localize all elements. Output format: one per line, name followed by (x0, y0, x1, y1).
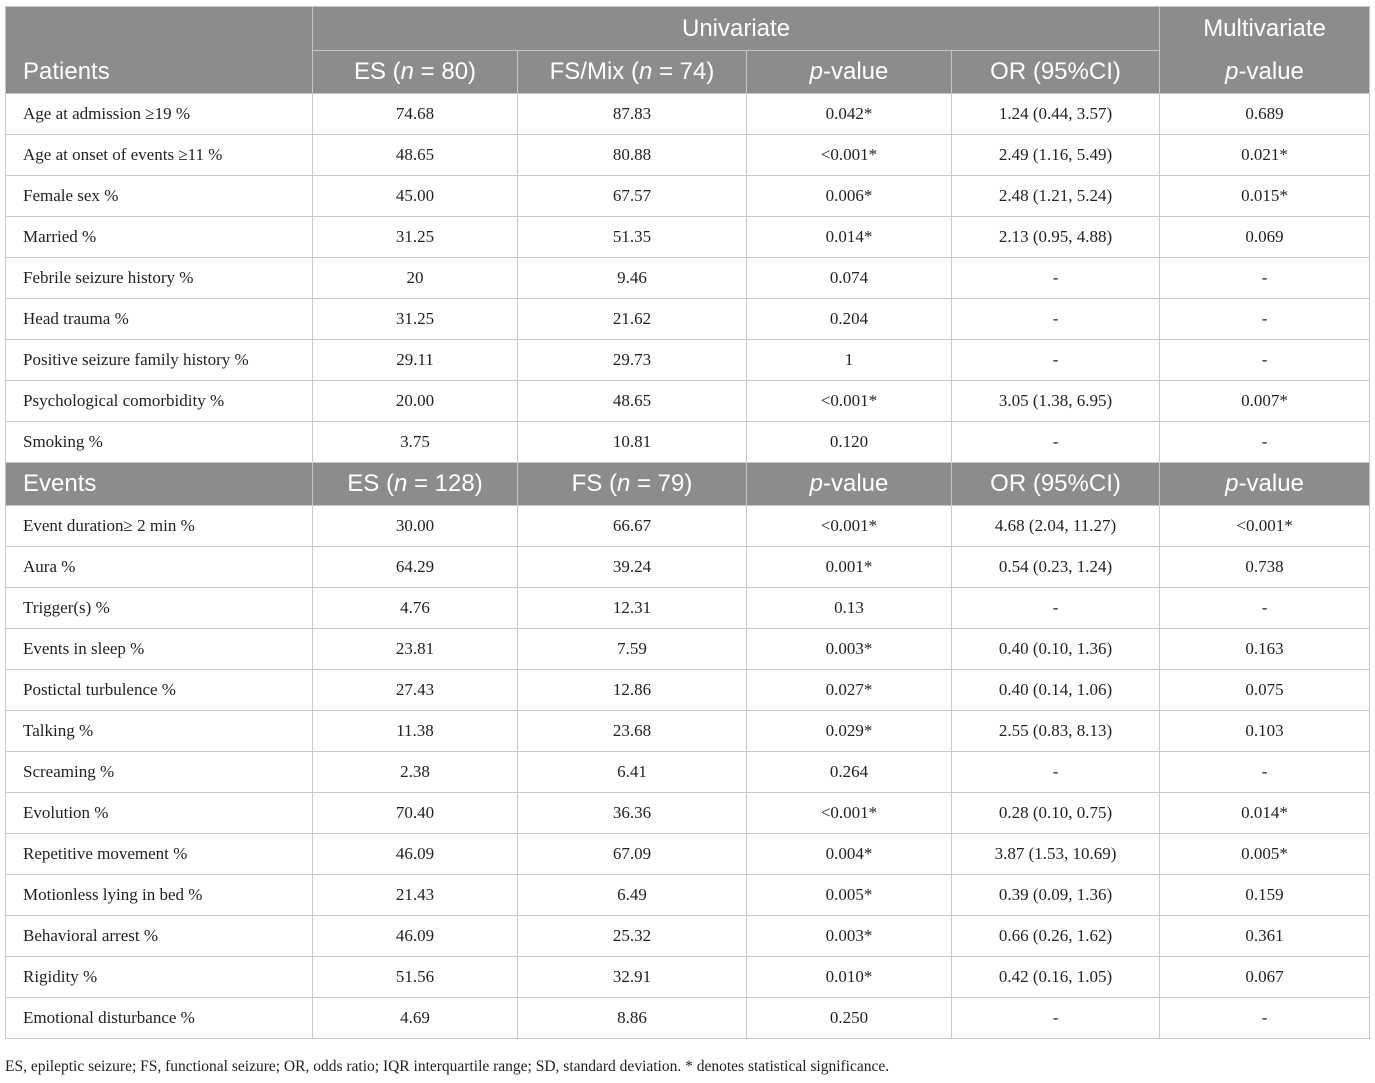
value-cell: 51.35 (518, 217, 747, 258)
header-row-patients (6, 51, 1370, 94)
value-cell: 0.40 (0.14, 1.06) (952, 670, 1160, 711)
value-cell: 10.81 (518, 422, 747, 463)
patients-col-header: ES (n = 80) (313, 51, 518, 94)
row-label-cell: Events in sleep % (6, 629, 313, 670)
value-cell: 6.49 (518, 875, 747, 916)
value-cell: 2.55 (0.83, 8.13) (952, 711, 1160, 752)
value-cell: 12.31 (518, 588, 747, 629)
events-col-header: OR (95%CI) (952, 463, 1160, 506)
value-cell: 0.004* (747, 834, 952, 875)
value-cell: 9.46 (518, 258, 747, 299)
value-cell: 0.28 (0.10, 0.75) (952, 793, 1160, 834)
value-cell: 0.42 (0.16, 1.05) (952, 957, 1160, 998)
value-cell: 8.86 (518, 998, 747, 1039)
table-row (6, 670, 1370, 711)
value-cell: 21.43 (313, 875, 518, 916)
value-cell: 27.43 (313, 670, 518, 711)
events-col-header: p-value (1160, 463, 1370, 506)
table-row (6, 547, 1370, 588)
value-cell: - (1160, 588, 1370, 629)
table-row (6, 176, 1370, 217)
value-cell: <0.001* (747, 793, 952, 834)
value-cell: 0.005* (747, 875, 952, 916)
value-cell: 12.86 (518, 670, 747, 711)
table-row (6, 422, 1370, 463)
table-row (6, 629, 1370, 670)
value-cell: 29.11 (313, 340, 518, 381)
header-row-events (6, 463, 1370, 506)
value-cell: 1.24 (0.44, 3.57) (952, 94, 1160, 135)
row-label-cell: Rigidity % (6, 957, 313, 998)
patients-col-header: p-value (1160, 51, 1370, 94)
value-cell: 0.027* (747, 670, 952, 711)
value-cell: 0.042* (747, 94, 952, 135)
table-row (6, 135, 1370, 176)
value-cell: - (1160, 752, 1370, 793)
value-cell: 0.003* (747, 916, 952, 957)
row-label-cell: Age at onset of events ≥11 % (6, 135, 313, 176)
row-label-cell: Aura % (6, 547, 313, 588)
value-cell: 31.25 (313, 217, 518, 258)
value-cell: <0.001* (747, 506, 952, 547)
value-cell: 0.075 (1160, 670, 1370, 711)
value-cell: 0.069 (1160, 217, 1370, 258)
value-cell: 3.05 (1.38, 6.95) (952, 381, 1160, 422)
value-cell: 4.76 (313, 588, 518, 629)
value-cell: 70.40 (313, 793, 518, 834)
events-col-header: p-value (747, 463, 952, 506)
value-cell: - (1160, 340, 1370, 381)
row-label-cell: Positive seizure family history % (6, 340, 313, 381)
value-cell: 48.65 (313, 135, 518, 176)
value-cell: 0.361 (1160, 916, 1370, 957)
table-row (6, 793, 1370, 834)
patients-body (6, 94, 1370, 463)
patients-col-header: FS/Mix (n = 74) (518, 51, 747, 94)
row-label-cell: Evolution % (6, 793, 313, 834)
value-cell: 20 (313, 258, 518, 299)
table-row (6, 381, 1370, 422)
table-row (6, 588, 1370, 629)
table-row (6, 834, 1370, 875)
value-cell: 31.25 (313, 299, 518, 340)
value-cell: 0.689 (1160, 94, 1370, 135)
value-cell: <0.001* (747, 135, 952, 176)
value-cell: 64.29 (313, 547, 518, 588)
value-cell: 87.83 (518, 94, 747, 135)
header-row-groups (6, 7, 1370, 51)
value-cell: 80.88 (518, 135, 747, 176)
value-cell: 4.68 (2.04, 11.27) (952, 506, 1160, 547)
value-cell: 0.204 (747, 299, 952, 340)
value-cell: 46.09 (313, 834, 518, 875)
value-cell: - (952, 588, 1160, 629)
value-cell: 0.067 (1160, 957, 1370, 998)
header-corner-cell (6, 7, 313, 51)
row-label-cell: Head trauma % (6, 299, 313, 340)
value-cell: 7.59 (518, 629, 747, 670)
value-cell: 66.67 (518, 506, 747, 547)
value-cell: - (952, 752, 1160, 793)
value-cell: 0.003* (747, 629, 952, 670)
value-cell: - (952, 422, 1160, 463)
patients-col-header: p-value (747, 51, 952, 94)
value-cell: - (952, 299, 1160, 340)
row-label-cell: Smoking % (6, 422, 313, 463)
value-cell: - (1160, 998, 1370, 1039)
table-header (6, 7, 1370, 94)
value-cell: 2.38 (313, 752, 518, 793)
table-row (6, 875, 1370, 916)
value-cell: 0.120 (747, 422, 952, 463)
patients-section-header: Patients (6, 51, 313, 94)
value-cell: 74.68 (313, 94, 518, 135)
value-cell: 51.56 (313, 957, 518, 998)
value-cell: 0.66 (0.26, 1.62) (952, 916, 1160, 957)
value-cell: 20.00 (313, 381, 518, 422)
row-label-cell: Trigger(s) % (6, 588, 313, 629)
row-label-cell: Motionless lying in bed % (6, 875, 313, 916)
value-cell: 0.159 (1160, 875, 1370, 916)
table-row (6, 217, 1370, 258)
row-label-cell: Psychological comorbidity % (6, 381, 313, 422)
value-cell: 25.32 (518, 916, 747, 957)
row-label-cell: Female sex % (6, 176, 313, 217)
value-cell: 0.163 (1160, 629, 1370, 670)
value-cell: - (952, 258, 1160, 299)
row-label-cell: Febrile seizure history % (6, 258, 313, 299)
value-cell: 2.13 (0.95, 4.88) (952, 217, 1160, 258)
row-label-cell: Emotional disturbance % (6, 998, 313, 1039)
value-cell: 0.014* (1160, 793, 1370, 834)
events-section-header: Events (6, 463, 313, 506)
value-cell: 0.264 (747, 752, 952, 793)
table-row (6, 711, 1370, 752)
table-row (6, 998, 1370, 1039)
table-row (6, 94, 1370, 135)
value-cell: 3.75 (313, 422, 518, 463)
value-cell: 4.69 (313, 998, 518, 1039)
value-cell: 32.91 (518, 957, 747, 998)
value-cell: 67.57 (518, 176, 747, 217)
value-cell: - (952, 340, 1160, 381)
value-cell: - (952, 998, 1160, 1039)
table-row (6, 340, 1370, 381)
value-cell: 23.68 (518, 711, 747, 752)
value-cell: 0.738 (1160, 547, 1370, 588)
value-cell: 0.007* (1160, 381, 1370, 422)
value-cell: 29.73 (518, 340, 747, 381)
value-cell: 46.09 (313, 916, 518, 957)
events-col-header: FS (n = 79) (518, 463, 747, 506)
value-cell: 0.029* (747, 711, 952, 752)
value-cell: - (1160, 258, 1370, 299)
value-cell: 48.65 (518, 381, 747, 422)
table-row (6, 916, 1370, 957)
value-cell: 0.13 (747, 588, 952, 629)
row-label-cell: Behavioral arrest % (6, 916, 313, 957)
row-label-cell: Event duration≥ 2 min % (6, 506, 313, 547)
table-row (6, 752, 1370, 793)
table-footnote: ES, epileptic seizure; FS, functional seizure; OR, odds ratio; IQR interquartile range; SD, standard deviation. * denotes statistical significance. (5, 1058, 890, 1075)
value-cell: 2.49 (1.16, 5.49) (952, 135, 1160, 176)
value-cell: 2.48 (1.21, 5.24) (952, 176, 1160, 217)
row-label-cell: Age at admission ≥19 % (6, 94, 313, 135)
value-cell: 0.014* (747, 217, 952, 258)
value-cell: 36.36 (518, 793, 747, 834)
value-cell: 0.074 (747, 258, 952, 299)
events-header (6, 463, 1370, 506)
value-cell: 0.001* (747, 547, 952, 588)
value-cell: 30.00 (313, 506, 518, 547)
table-row (6, 299, 1370, 340)
row-label-cell: Screaming % (6, 752, 313, 793)
value-cell: 0.010* (747, 957, 952, 998)
value-cell: 1 (747, 340, 952, 381)
patients-col-header: OR (95%CI) (952, 51, 1160, 94)
value-cell: 39.24 (518, 547, 747, 588)
value-cell: 23.81 (313, 629, 518, 670)
results-table (5, 6, 1370, 1039)
value-cell: 6.41 (518, 752, 747, 793)
row-label-cell: Talking % (6, 711, 313, 752)
value-cell: 0.39 (0.09, 1.36) (952, 875, 1160, 916)
value-cell: 0.250 (747, 998, 952, 1039)
value-cell: 3.87 (1.53, 10.69) (952, 834, 1160, 875)
value-cell: 21.62 (518, 299, 747, 340)
row-label-cell: Married % (6, 217, 313, 258)
univariate-header: Univariate (313, 7, 1160, 51)
value-cell: 67.09 (518, 834, 747, 875)
value-cell: 0.005* (1160, 834, 1370, 875)
value-cell: - (1160, 422, 1370, 463)
value-cell: <0.001* (1160, 506, 1370, 547)
row-label-cell: Postictal turbulence % (6, 670, 313, 711)
value-cell: 11.38 (313, 711, 518, 752)
value-cell: 0.021* (1160, 135, 1370, 176)
multivariate-header: Multivariate (1160, 7, 1370, 51)
value-cell: 0.40 (0.10, 1.36) (952, 629, 1160, 670)
events-col-header: ES (n = 128) (313, 463, 518, 506)
value-cell: 45.00 (313, 176, 518, 217)
value-cell: <0.001* (747, 381, 952, 422)
table-row (6, 258, 1370, 299)
table-row (6, 506, 1370, 547)
value-cell: 0.54 (0.23, 1.24) (952, 547, 1160, 588)
value-cell: 0.103 (1160, 711, 1370, 752)
row-label-cell: Repetitive movement % (6, 834, 313, 875)
value-cell: 0.015* (1160, 176, 1370, 217)
events-body (6, 506, 1370, 1039)
value-cell: - (1160, 299, 1370, 340)
table-row (6, 957, 1370, 998)
value-cell: 0.006* (747, 176, 952, 217)
